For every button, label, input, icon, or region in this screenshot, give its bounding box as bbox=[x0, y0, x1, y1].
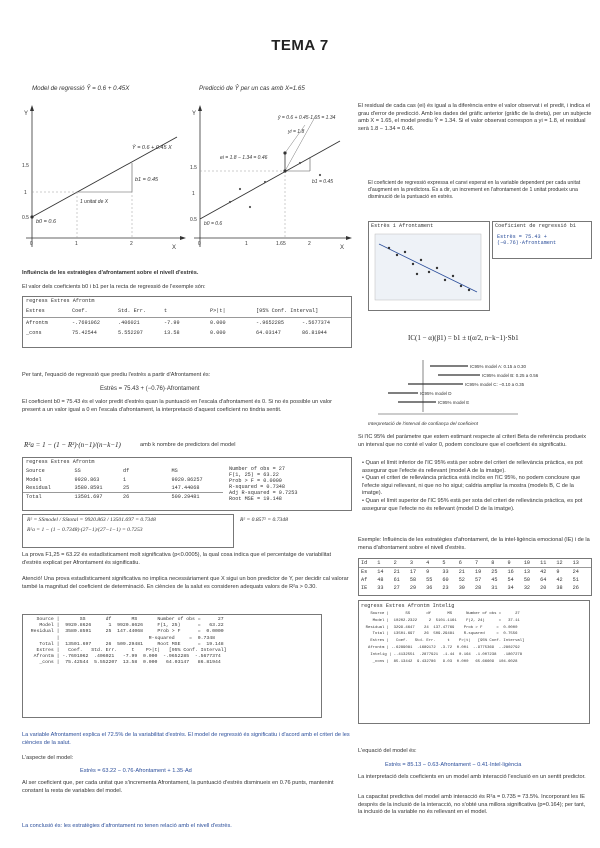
table-row: Residual 3580.8591 25 147.44068 bbox=[26, 485, 200, 491]
g1-tick-y2: 1.5 bbox=[22, 163, 29, 169]
g2-tick-x1: 1 bbox=[245, 241, 248, 247]
g2-b1-label: b1 = 0.45 bbox=[312, 179, 333, 185]
g2-tick-x3: 2 bbox=[308, 241, 311, 247]
stat-r2: R-squared = 0.7348 bbox=[229, 484, 286, 490]
stat-f: F(1, 25) = 63.22 bbox=[229, 472, 279, 478]
output-line: _cons | 85.13442 9.432786 9.03 0.000 65.66609 104.6028 bbox=[361, 659, 518, 664]
multiple-eq: Estrès = 85.13 − 0.63·Afrontament − 0.41·Intel·ligència bbox=[385, 762, 522, 768]
stat-p: Prob > F = 0.0000 bbox=[229, 478, 282, 484]
output-line: Model | 10202.2322 2 5101.1161 F(2, 24) = 37.11 bbox=[361, 618, 520, 623]
atencio-text: Atenció! Una prova estadísticament significativa no implica necessàriament que X sigui un bon predictor de Y, per decidir cal valorar també la magnitud del coeficient de determinació. En ciències de la salut es consideren adequats valors de R²a > 0.30. bbox=[22, 576, 349, 590]
output-line: Residual | 3299.4647 24 137.47769 Prob > F = 0.0000 bbox=[361, 625, 518, 630]
g1-tick-x0: 0 bbox=[30, 241, 33, 247]
table-row: Model 9920.863 1 9920.86257 bbox=[26, 477, 203, 483]
bar-a-label: IC95% model A: 0.15 a 0.30 bbox=[470, 364, 527, 369]
stat-n: Number of obs = 27 bbox=[229, 466, 286, 472]
output-line: Source | SS df MS Number of obs = 27 bbox=[25, 617, 224, 622]
output-line: Estres | Coef. Std. Err. t P>|t| [95% Conf. Interval] bbox=[361, 639, 525, 644]
g1-unit-label: 1 unitat de X bbox=[80, 199, 109, 205]
model-last: Al ser coeficient que, per cada unitat que s'incrementa Afrontament, la puntuació d'estrès disminueix en 0.76 punts, mantenint constant la resta de variables del model. bbox=[22, 780, 334, 794]
g1-tick-x1: 1 bbox=[75, 241, 78, 247]
graph1-caption: Model de regressió Ŷ = 0.6 + 0.45X bbox=[32, 85, 130, 92]
g2-tick-y2: 1.5 bbox=[190, 165, 197, 171]
page-title: TEMA 7 bbox=[271, 37, 329, 54]
eq-label: L'equació del model és: bbox=[358, 748, 417, 754]
coef-table-title: regress Estres Afrontm bbox=[26, 298, 95, 304]
g1-tick-y1: 1 bbox=[24, 190, 27, 196]
g2-tick-x0: 0 bbox=[198, 241, 201, 247]
g1-b1-label: b1 = 0.45 bbox=[135, 177, 159, 183]
g2-tick-y1: 1 bbox=[192, 191, 195, 197]
ci-formula: IC(1 − α)(β1) = b1 ± t(α/2, n−k−1)·Sb1 bbox=[408, 334, 519, 342]
coef-box bbox=[492, 221, 592, 259]
coef-table bbox=[22, 296, 352, 348]
model-conclusion: La conclusió és: les estratègies d'afrontament no tenen relació amb el nivell d'estrès. bbox=[22, 823, 232, 829]
table-row: _cons 75.42544 5.552207 13.58 0.000 64.03147 86.81944 bbox=[26, 330, 327, 336]
g2-pred-label: ŷ = 0.6 + 0.45·1.65 = 1.34 bbox=[278, 115, 336, 121]
r2-formula: R²a = 1 − (1 − R²)·(n−1)/(n−k−1) bbox=[24, 441, 121, 449]
interp-text-2: La capacitat predictiva del model amb interacció és R²a = 0.735 = 73.5%. Incorporant les IE després de la inclusió de la interacció, no s'obté una millora significativa (p=0.164); per tant, la inclusió de la variable no és rellevant en el model. bbox=[358, 794, 586, 816]
table-row: Af 48 61 58 55 60 52 57 45 54 50 64 42 51 bbox=[361, 577, 579, 583]
r2-note: amb k nombre de predictors del model bbox=[140, 442, 236, 448]
g1-line-label: Ŷ = 0.6 + 0.45 X bbox=[132, 145, 172, 151]
g1-y-label: Y bbox=[24, 111, 29, 117]
output-line: | R-squared = 0.7348 bbox=[25, 635, 215, 641]
bar-b-label: IC95% model B: 0.25 a 0.56 bbox=[482, 373, 539, 378]
output-line: Total | 13501.697 26 509.29481 R-squared = 0.7556 bbox=[361, 632, 518, 637]
coef-note: El coeficient de regressió expressa el canvi esperat en la variable dependent per cada unitat d'augment en la predictora. És a dir, un increment en l'afrontament de 1 unitat produeix una disminució de la puntuació en estrès. bbox=[368, 180, 581, 200]
output-line: Total | 13501.697 26 509.29481 Root MSE = 19.148 bbox=[25, 641, 224, 647]
anova-header: Source SS df MS bbox=[26, 468, 178, 474]
stat-r2a: Adj R-squared = 0.7253 bbox=[229, 490, 298, 496]
example-text: Exemple: Influència de les estratègies d'afrontament, de la intel·ligència emocional (IE) i de la mena d'afrontament sobre el nivell d'estrès. bbox=[358, 537, 590, 551]
interp-text-1: La interpretació dels coeficients en un model amb interacció l'exclusió en un sentit predictor. bbox=[358, 774, 586, 780]
g2-tick-x2: 1.65 bbox=[276, 241, 286, 247]
model-eq2: Estrès = 63.22 − 0.76·Afrontament + 1.35·Ad bbox=[80, 768, 192, 774]
multiple-regression-output bbox=[358, 600, 590, 724]
regression-eq: Estrès = 75.43 + (−0.76)·Afrontament bbox=[100, 386, 200, 392]
eq-intro: Per tant, l'equació de regressió que prediu l'estrès a partir d'Afrontament és: bbox=[22, 372, 211, 378]
r2-calc-box bbox=[22, 514, 234, 548]
output-line: Residual | 3580.8591 25 147.44068 Prob > F = 0.0000 bbox=[25, 629, 224, 635]
bar-e-label: IC95% model E bbox=[438, 400, 470, 405]
g1-x-label: X bbox=[172, 245, 177, 251]
ci-bullet-1: • Quan el límit inferior de l'IC 95% està per sobre del criteri de rellevància pràctica, es pot assegurar que l'efecte és rellevant (model A de la imatge). bbox=[362, 460, 583, 474]
table-row: Es 14 21 17 9 33 21 19 25 16 13 42 9 24 bbox=[361, 569, 579, 575]
residual-text: El residual de cada cas (ei) és igual a la diferència entre el valor observat i el predit, i indica el grau d'error de predicció. Amb les dades del gràfic anterior (gràfic de la dreta), per un subjecte amb X = 1.65, el model prediu Ŷ = 1.34. Si el valor observat correspon a yi = 1.8, el residual serà 1.8 − 1.34 = 0.46. bbox=[358, 103, 592, 132]
ci-bullets bbox=[362, 460, 590, 513]
grid-header: Id 1 2 3 4 5 6 7 8 9 10 11 12 13 bbox=[359, 559, 591, 568]
r2-calc-1: R² = SSmodel / SStotal = 9920.863 / 13501.697 = 0.7348 bbox=[27, 517, 156, 523]
table-row: IE 33 27 29 36 23 30 28 31 34 32 20 38 26 bbox=[361, 585, 579, 591]
g2-resid-label: ei = 1.8 − 1.34 = 0.46 bbox=[220, 155, 268, 161]
g2-y-label: Y bbox=[192, 111, 197, 117]
anova-title: regress Estres Afrontm bbox=[26, 459, 95, 465]
output-line: Source | SS df MS Number of obs = 27 bbox=[361, 612, 520, 616]
coef-table-header: Estres Coef. Std. Err. t P>|t| [95% Conf. Interval] bbox=[23, 305, 351, 318]
g2-b0-label: b0 = 0.6 bbox=[204, 221, 223, 227]
g1-b0-label: b0 = 0.6 bbox=[36, 219, 57, 225]
section-heading: Influència de les estratègies d'afrontament sobre el nivell d'estrès. bbox=[22, 270, 199, 276]
bar-c-label: IC95% model C: −0.10 a 0.35 bbox=[465, 382, 525, 387]
ci-intro: Si l'IC 95% del paràmetre que estem estimant respecte al criteri Beta de referència produeix un interval que no conté el valor 0, podem concloure que el coeficient és significatiu. bbox=[358, 434, 587, 448]
bar-d-label: IC95% model D bbox=[420, 391, 452, 396]
ci-bullet-2: • Quan el criteri de rellevància pràctica està inclòs en l'IC 95%, no podem concloure que l'efecte sigui rellevant, ni que no ho sigui; caldria ampliar la mostra (models B, C de la imatge). bbox=[362, 475, 581, 497]
stat-rmse: Root MSE = 19.148 bbox=[229, 496, 282, 502]
output-line: _cons | 75.42544 5.552207 13.58 0.000 64.03147 86.81944 bbox=[25, 660, 221, 666]
coef-box-eq: Estrès = 75.43 + (−0.76)·Afrontament bbox=[497, 234, 557, 246]
coef-box-title: Coeficient de regressió b1 bbox=[495, 223, 576, 229]
reg-title: regress Estres Afrontm Intelig bbox=[361, 603, 455, 609]
ci-bars-caption: Interpretació de l'interval de confiança del coeficient bbox=[368, 422, 478, 427]
r2-calc-2: R²a = 1 − (1 − 0.7348)·(27−1)/(27−1−1) = 0.7253 bbox=[27, 527, 143, 533]
g2-tick-y0: 0.5 bbox=[190, 217, 197, 223]
f-test-text: La prova F1,25 = 63.22 és estadísticament molt significativa (p<0.0005), la qual cosa indica que el percentatge de variabilitat d'estrès explicat per Afrontament és significatiu. bbox=[22, 552, 332, 566]
g1-tick-x2: 2 bbox=[130, 241, 133, 247]
anova-table bbox=[22, 457, 352, 511]
coef-intro: El valor dels coeficients b0 i b1 per la recta de regressió de l'exemple són: bbox=[22, 284, 206, 290]
scatter-box bbox=[368, 221, 490, 311]
scatter-title: Estrès i Afrontament bbox=[371, 223, 434, 229]
prediction-graph bbox=[190, 97, 352, 255]
data-grid bbox=[358, 558, 592, 596]
output-line: Intelig | -.4132551 .2877921 -1.44 0.164 -1.007238 .1807278 bbox=[361, 652, 523, 657]
model-note: La variable Afrontament explica el 72.5% de la variabilitat d'estrès. El model de regressió és significatiu i d'acord amb el criteri de les ciències de la salut. bbox=[22, 732, 350, 746]
ci-bullet-3: • Quan el límit superior de l'IC 95% està per sota del criteri de rellevància pràctica, es pot assegurar que l'efecte no és rellevant (model D de la imatge). bbox=[362, 497, 583, 512]
output-line: Estres | Coef. Std. Err. t P>|t| [95% Conf. Interval] bbox=[25, 648, 227, 654]
g1-tick-y0: 0.5 bbox=[22, 215, 29, 221]
r2-calc-3: R² = 0.857² = 0.7348 bbox=[240, 517, 288, 523]
coef-interpretation: El coeficient b0 = 75.43 és el valor predit d'estrès quan la puntuació en l'escala d'afrontament és 0. Si no és possible un valor present a un valor igual a 0 en l'escala d'afrontament, la interpretació d'aquest coeficient no tindria sentit. bbox=[22, 399, 332, 413]
scatter-plot bbox=[369, 230, 485, 306]
output-line: Model | 9920.8626 1 9920.8626 F(1, 25) = 63.22 bbox=[25, 623, 224, 629]
regression-graph bbox=[22, 97, 187, 255]
output-line: Afrontm | -.6289081 .1689172 -3.72 0.001 -.9775369 -.2802792 bbox=[361, 645, 520, 650]
regression-output bbox=[22, 614, 322, 718]
table-row: Afrontm -.7691062 .406021 -7.99 0.000 -.9652285 -.5677374 bbox=[26, 320, 331, 326]
ci-bars bbox=[368, 360, 538, 420]
g2-obs-label: yi = 1.8 bbox=[288, 129, 305, 135]
g2-x-label: X bbox=[340, 245, 345, 251]
model-aspect: L'aspecte del model: bbox=[22, 755, 74, 761]
table-row: Total 13501.697 26 509.29481 bbox=[23, 492, 223, 501]
graph2-caption: Predicció de Ŷ per un cas amb X=1.65 bbox=[199, 85, 305, 92]
output-line: Afrontm | -.7691062 .406021 -7.99 0.000 -.9652285 -.5677374 bbox=[25, 654, 221, 660]
